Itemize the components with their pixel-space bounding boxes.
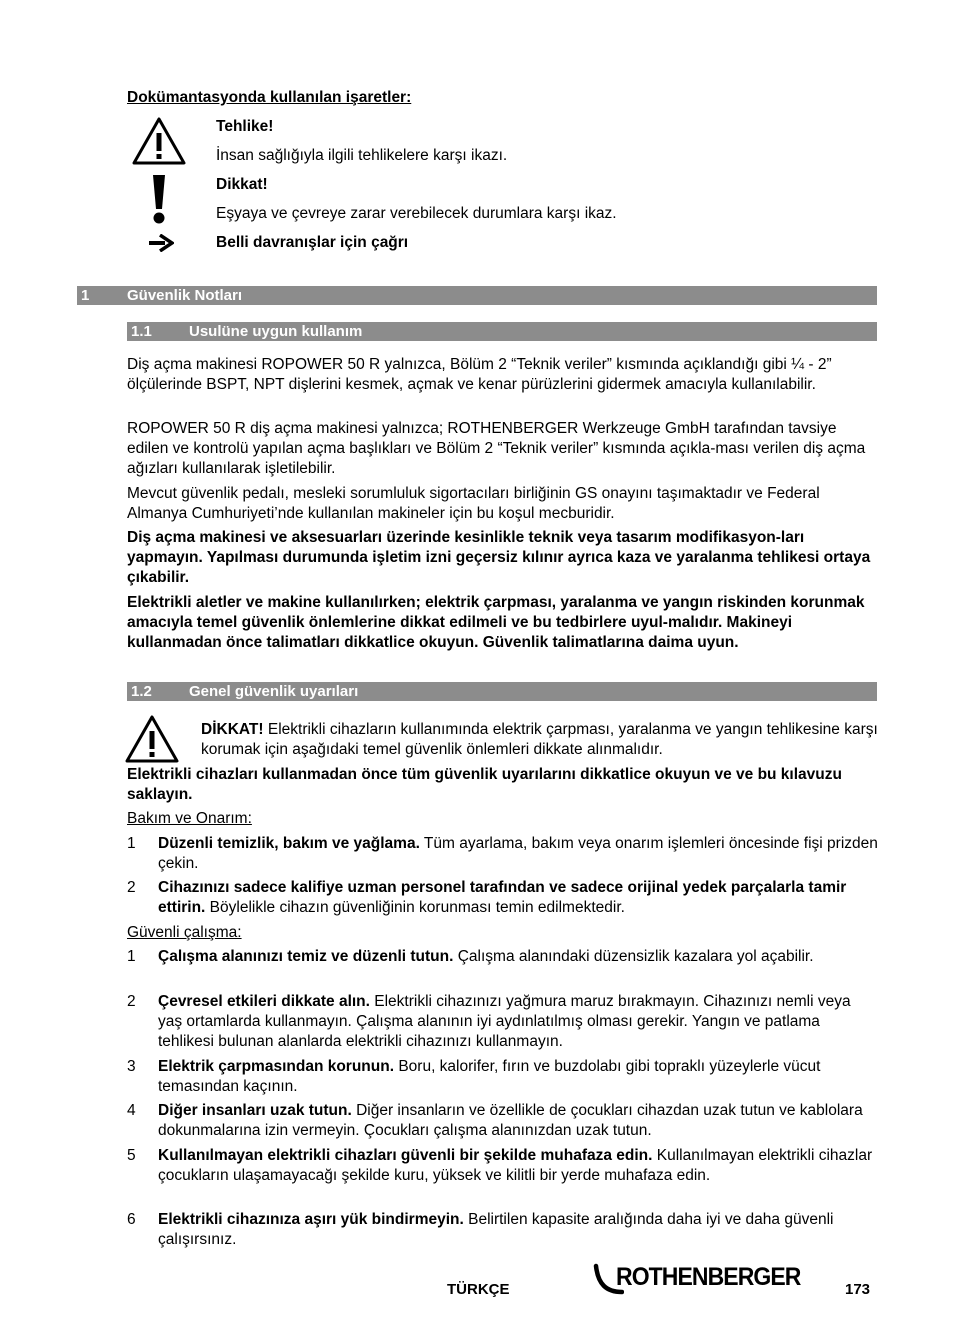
warning-triangle-icon — [124, 714, 180, 764]
list-bold: Kullanılmayan elektrikli cihazları güvenli bir şekilde muhafaza edin. — [158, 1147, 653, 1164]
brand-name: ROTHENBERGER — [616, 1263, 801, 1291]
page-number: 173 — [845, 1281, 871, 1298]
list-bold: Cihazınızı sadece kalifiye uzman personel tarafından ve sadece orijinal yedek parçalarla tamir ettirin. — [158, 879, 847, 916]
arrow-right-icon — [148, 234, 174, 252]
warning-triangle-icon — [131, 116, 187, 166]
section-title: Usulüne uygun kullanım — [189, 323, 363, 340]
list-number: 5 — [127, 1147, 136, 1164]
safe-work-heading: Güvenli çalışma: — [127, 924, 242, 941]
list-body: Kullanılmayan elektrikli cihazlar çocukların ulaşamayacağı şekilde kuru, yüksek ve kilitli bir yerde muhafaza edin. — [158, 1147, 873, 1184]
list-bold: Çalışma alanınızı temiz ve düzenli tutun. — [158, 948, 454, 965]
general-warning — [201, 720, 879, 760]
section-1-header — [77, 286, 877, 305]
warning-lead: DİKKAT! — [201, 721, 264, 738]
legend-caution-text: Eşyaya ve çevreye zarar verebilecek durumlara karşı ikaz. — [216, 205, 617, 222]
list-text — [158, 1057, 879, 1097]
list-text — [158, 947, 879, 967]
list-bold: Diğer insanları uzak tutun. — [158, 1102, 352, 1119]
section-1-1-header — [127, 322, 877, 341]
list-body: Çalışma alanındaki düzensizlik kazalara yol açabilir. — [453, 948, 814, 965]
list-number: 3 — [127, 1058, 136, 1075]
list-body: Tüm ayarlama, bakım veya onarım işlemleri öncesinde fişi prizden çekin. — [158, 835, 878, 872]
legend-action-title: Belli davranışlar için çağrı — [216, 234, 409, 251]
list-number: 6 — [127, 1211, 136, 1228]
footer-language: TÜRKÇE — [447, 1281, 510, 1298]
section-number: 1 — [81, 287, 90, 304]
list-body: Böylelikle cihazın güvenliğinin korunması temin edilmektedir. — [205, 899, 625, 916]
list-number: 1 — [127, 948, 136, 965]
legend-caution-title: Dikkat! — [216, 176, 268, 193]
exclamation-icon — [150, 173, 168, 225]
warning-text: Elektrikli cihazların kullanımında elektrik çarpması, yaralanma ve yangın tehlikesine karşı korumak için aşağıdaki temel güvenlik önlemleri dikkate alınmalıdır. — [201, 721, 878, 758]
list-number: 2 — [127, 879, 136, 896]
list-number: 1 — [127, 835, 136, 852]
read-notice: Elektrikli cihazları kullanmadan önce tüm güvenlik uyarılarını dikkatlice okuyun ve ve bu kılavuzu saklayın. — [127, 766, 842, 803]
list-bold: Elektrikli cihazınıza aşırı yük bindirmeyin. — [158, 1211, 464, 1228]
paragraph-pedal: Mevcut güvenlik pedalı, mesleki sorumluluk sigortacıları birliğinin GS onayını taşımaktadır ve Federal Almanya Cumhuriyeti’nde kullanılan makineler için bu koşul mecburidir. — [127, 485, 820, 522]
list-body: Boru, kalorifer, fırın ve buzdolabı gibi topraklı yüzeylerle vücut temasından kaçının. — [158, 1058, 821, 1095]
list-text — [158, 992, 879, 1052]
list-number: 2 — [127, 993, 136, 1010]
list-body: Diğer insanların ve özellikle de çocukları cihazdan uzak tutun ve kablolara dokunmalarına izin vermeyin. Çocukları çalışma alanınızdan uzak tutun. — [158, 1102, 863, 1139]
list-number: 4 — [127, 1102, 136, 1119]
paragraph-intended-use: Diş açma makinesi ROPOWER 50 R yalnızca, Bölüm 2 “Teknik veriler” kısmında açıklandığı gibi ¼ - 2” ölçülerinde BSPT, NPT dişlerini kesmek, açmak ve kenar pürüzlerini gidermek amacıyla kullanılabilir. — [127, 356, 832, 393]
brand-logo — [592, 1262, 832, 1296]
list-text — [158, 878, 879, 918]
list-text — [158, 1146, 879, 1186]
maintenance-heading: Bakım ve Onarım: — [127, 810, 252, 827]
section-1-2-header — [127, 682, 877, 701]
paragraph-tools: ROPOWER 50 R diş açma makinesi yalnızca; ROTHENBERGER Werkzeuge GmbH tarafından tavsiye edilen ve kontrolü yapılan açma başlıkları ve Bölüm 2 “Teknik veriler” kısmında açıkla-ması verilen diş açma ağızları kullanılarak işletilebilir. — [127, 420, 866, 477]
section-title: Güvenlik Notları — [127, 287, 243, 304]
list-text — [158, 1210, 879, 1250]
list-body: Belirtilen kapasite aralığında daha iyi ve daha güvenli çalışırsınız. — [158, 1211, 834, 1248]
legend-danger-text: İnsan sağlığıyla ilgili tehlikelere karşı ikazı. — [216, 147, 508, 164]
section-title: Genel güvenlik uyarıları — [189, 683, 359, 700]
paragraph-safety-warning: Elektrikli aletler ve makine kullanılırken; elektrik çarpması, yaralanma ve yangın riskinden korunmak amacıyla temel güvenlik önlemlerine dikkat edilmeli ve bu tedbirlere uyul-malıdır. Makineyi kullanmadan önce talimatları dikkatlice okuyun. Güvenlik talimatlarına daima uyun. — [127, 594, 865, 651]
list-bold: Elektrik çarpmasından korunun. — [158, 1058, 395, 1075]
paragraph-modification-warning: Diş açma makinesi ve aksesuarları üzerinde kesinlikle teknik veya tasarım modifikasyon-ları yapmayın. Yapılması durumunda işletim izni geçersiz kılınır ayrıca kaza ve yaralanma tehlikesi ortaya çıkabilir. — [127, 529, 871, 586]
section-number: 1.1 — [131, 323, 152, 340]
list-bold: Çevresel etkileri dikkate alın. — [158, 993, 370, 1010]
list-text — [158, 1101, 879, 1141]
legend-danger-title: Tehlike! — [216, 118, 274, 135]
legend-heading: Dokümantasyonda kullanılan işaretler: — [127, 89, 412, 106]
list-bold: Düzenli temizlik, bakım ve yağlama. — [158, 835, 420, 852]
list-body: Elektrikli cihazınızı yağmura maruz bırakmayın. Cihazınızı nemli veya yaş ortamlarda kullanmayın. Çalışma alanının iyi aydınlatılmış olması gerekir. Yangın ve patlama tehlikesi bulunan alanlarda elektrikli cihazınızı kullanmayın. — [158, 993, 851, 1050]
section-number: 1.2 — [131, 683, 152, 700]
list-text — [158, 834, 879, 874]
